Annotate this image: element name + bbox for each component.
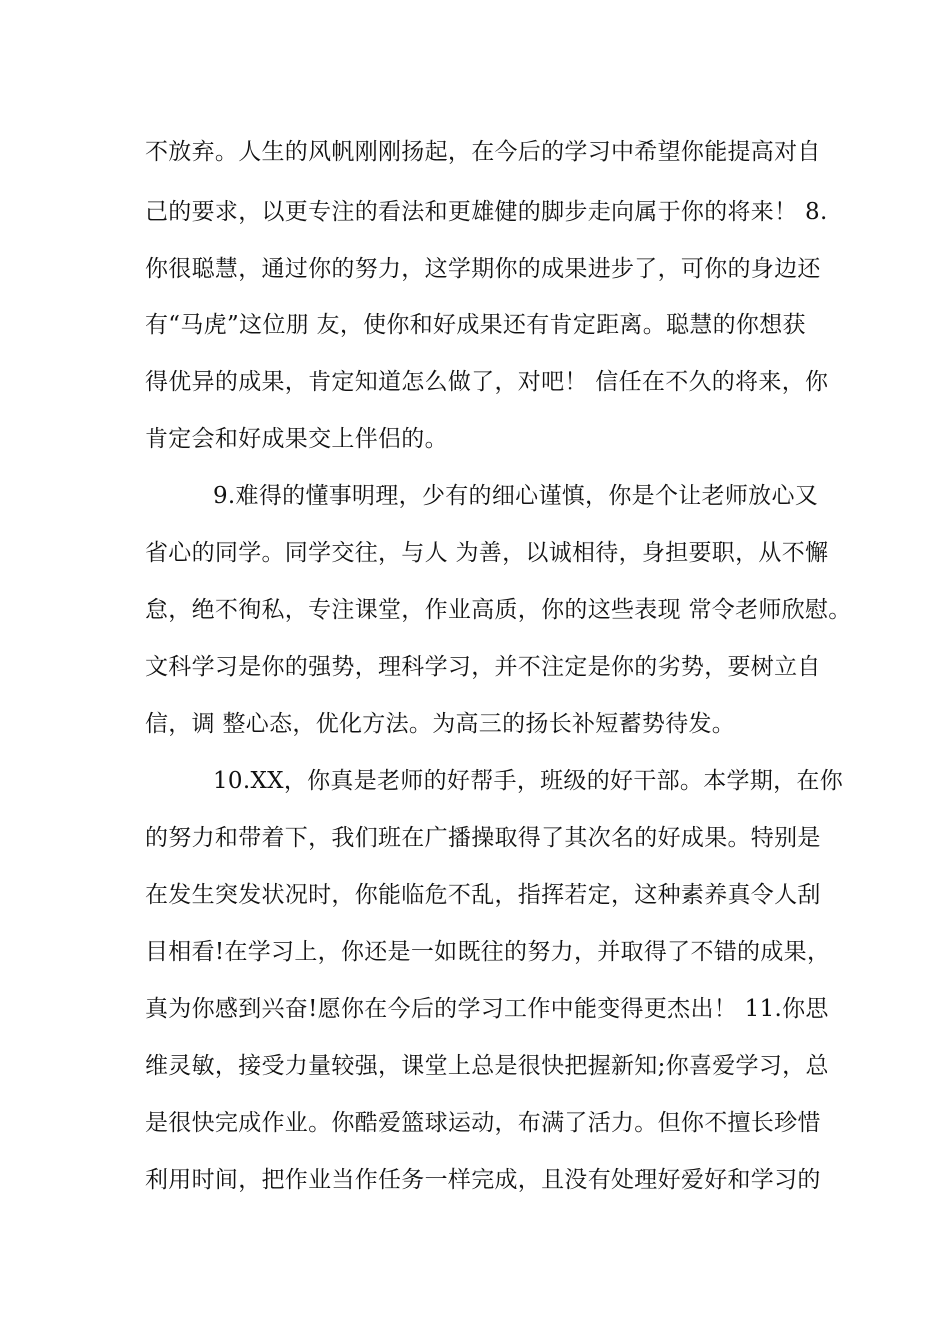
text-line: 怠，绝不徇私，专注课堂，作业高质，你的这些表现 常令老师欣慰。: [145, 597, 852, 623]
text-line: 得优异的成果，肯定知道怎么做了，对吧！ 信任在不久的将来，你: [145, 369, 829, 395]
text-line: 真为你感到兴奋!愿你在今后的学习工作中能变得更杰出！ 11.你思: [145, 996, 829, 1022]
text-line: 维灵敏，接受力量较强，课堂上总是很快把握新知;你喜爱学习，总: [145, 1053, 829, 1079]
text-line: 你很聪慧，通过你的努力，这学期你的成果进步了，可你的身边还: [145, 256, 821, 282]
paragraph-start-9: 9.难得的懂事明理，少有的细心谨慎，你是个让老师放心又: [213, 483, 819, 509]
text-line: 的努力和带着下，我们班在广播操取得了其次名的好成果。特别是: [145, 825, 821, 851]
text-line: 肯定会和好成果交上伴侣的。: [145, 426, 448, 452]
text-line: 利用时间，把作业当作任务一样完成，且没有处理好爱好和学习的: [145, 1167, 821, 1193]
text-line: 信，调 整心态，优化方法。为高三的扬长补短蓄势待发。: [145, 711, 736, 737]
text-line: 目相看!在学习上，你还是一如既往的努力，并取得了不错的成果，: [145, 939, 831, 965]
text-line: 文科学习是你的强势，理科学习，并不注定是你的劣势，要树立自: [145, 654, 821, 680]
text-line: 有“马虎”这位朋 友，使你和好成果还有肯定距离。聪慧的你想获: [145, 312, 806, 338]
text-line: 省心的同学。同学交往，与人 为善，以诚相待，身担要职，从不懈: [145, 540, 829, 566]
text-line: 己的要求，以更专注的看法和更雄健的脚步走向属于你的将来！ 8.: [145, 199, 828, 225]
paragraph-start-10: 10.XX，你真是老师的好帮手，班级的好干部。本学期，在你: [213, 768, 844, 794]
text-line: 不放弃。人生的风帆刚刚扬起，在今后的学习中希望你能提高对自: [145, 139, 821, 165]
text-line: 在发生突发状况时，你能临危不乱，指挥若定，这种素养真令人刮: [145, 882, 821, 908]
text-line: 是很快完成作业。你酷爱篮球运动，布满了活力。但你不擅长珍惜: [145, 1110, 821, 1136]
